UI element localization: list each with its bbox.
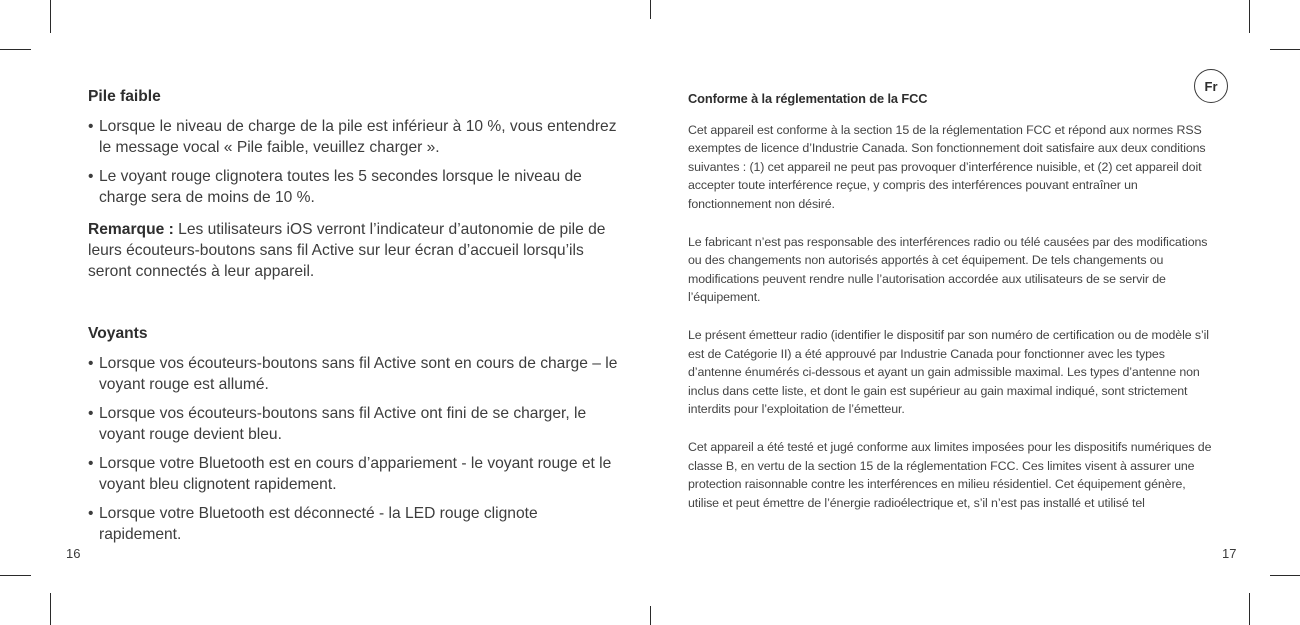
list-item [88, 403, 618, 445]
bullet-icon: • [88, 405, 94, 422]
fcc-paragraph: Cet appareil a été testé et jugé conforme aux limites imposées pour les dispositifs numériques de classe B, en vertu de la section 15 de la réglementation FCC. Ces limites visent à assurer une protection raisonnable contre les interférences en milieu résidentiel. Cet équipement génère, utilise et peut émettre de l’énergie radioélectrique et, s’il n’est pas installé et utilisé tel [688, 439, 1212, 510]
note-paragraph [88, 219, 618, 282]
list-item [88, 453, 618, 495]
list-item-text: Lorsque le niveau de charge de la pile est inférieur à 10 %, vous entendrez le message vocal « Pile faible, veuillez charger ». [99, 118, 617, 156]
fcc-paragraph: Le présent émetteur radio (identifier le dispositif par son numéro de certification ou de modèle s’il est de Catégorie II) a été approuvé par Industrie Canada pour fonctionner avec les types d’antenne énumérés ci-dessous et ayant un gain admissible maximal. Les types d’antenne non inclus dans cette liste, et dont le gain est supérieur au gain maximal indiqué, sont strictement interdits pour l’exploitation de l’émetteur. [688, 327, 1209, 417]
fcc-paragraph: Cet appareil est conforme à la section 15 de la réglementation FCC et répond aux normes RSS exemptes de licence d’Industrie Canada. Son fonctionnement doit satisfaire aux deux conditions suivantes : (1) cet appareil ne peut pas provoquer d’interférence nuisible, et (2) cet appareil doit accepter toute interférence reçue, y compris des interférences pouvant entraîner un fonctionnement non désiré. [688, 122, 1206, 211]
crop-mark [50, 593, 51, 625]
bullet-icon: • [88, 118, 94, 135]
list-item-text: Lorsque vos écouteurs-boutons sans fil Active sont en cours de charge – le voyant rouge est allumé. [99, 355, 618, 393]
fcc-paragraph: Le fabricant n’est pas responsable des interférences radio ou télé causées par des modifications ou des changements non autorisés apportés à cet équipement. De tels changements ou modifications peuvent rendre nulle l’autorisation accordée aux utilisateurs de se servir de l’équipement. [688, 234, 1208, 305]
list-item-text: Le voyant rouge clignotera toutes les 5 secondes lorsque le niveau de charge sera de moins de 10 %. [99, 168, 582, 206]
right-page [688, 90, 1218, 531]
indicators-title: Voyants [88, 325, 148, 342]
low-battery-list [88, 116, 618, 208]
list-item-text: Lorsque votre Bluetooth est déconnecté - la LED rouge clignote rapidement. [99, 505, 538, 543]
crop-mark [650, 606, 651, 625]
list-item-text: Lorsque votre Bluetooth est en cours d’appariement - le voyant rouge et le voyant bleu clignotent rapidement. [99, 455, 612, 493]
crop-mark [50, 0, 51, 33]
list-item [88, 166, 618, 208]
bullet-icon: • [88, 355, 94, 372]
language-badge: Fr [1194, 69, 1228, 103]
low-battery-title: Pile faible [88, 88, 161, 105]
left-page [88, 86, 618, 553]
crop-mark [1249, 593, 1250, 625]
indicators-list [88, 353, 618, 545]
bullet-icon: • [88, 168, 94, 185]
bullet-icon: • [88, 505, 94, 522]
crop-mark [650, 0, 651, 19]
list-item-text: Lorsque vos écouteurs-boutons sans fil Active ont fini de se charger, le voyant rouge devient bleu. [99, 405, 587, 443]
list-item [88, 503, 618, 545]
crop-mark [1270, 49, 1300, 50]
list-item [88, 353, 618, 395]
note-text: Les utilisateurs iOS verront l’indicateur d’autonomie de pile de leurs écouteurs-boutons sans fil Active sur leur écran d’accueil lorsqu’ils seront connectés à leur appareil. [88, 221, 606, 280]
page-number-right: 17 [1222, 546, 1237, 561]
bullet-icon: • [88, 455, 94, 472]
page-number-left: 16 [66, 546, 81, 561]
crop-mark [1270, 575, 1300, 576]
fcc-title: Conforme à la réglementation de la FCC [688, 91, 928, 106]
crop-mark [0, 575, 31, 576]
crop-mark [1249, 0, 1250, 33]
crop-mark [0, 49, 31, 50]
note-label: Remarque : [88, 221, 174, 238]
list-item [88, 116, 618, 158]
